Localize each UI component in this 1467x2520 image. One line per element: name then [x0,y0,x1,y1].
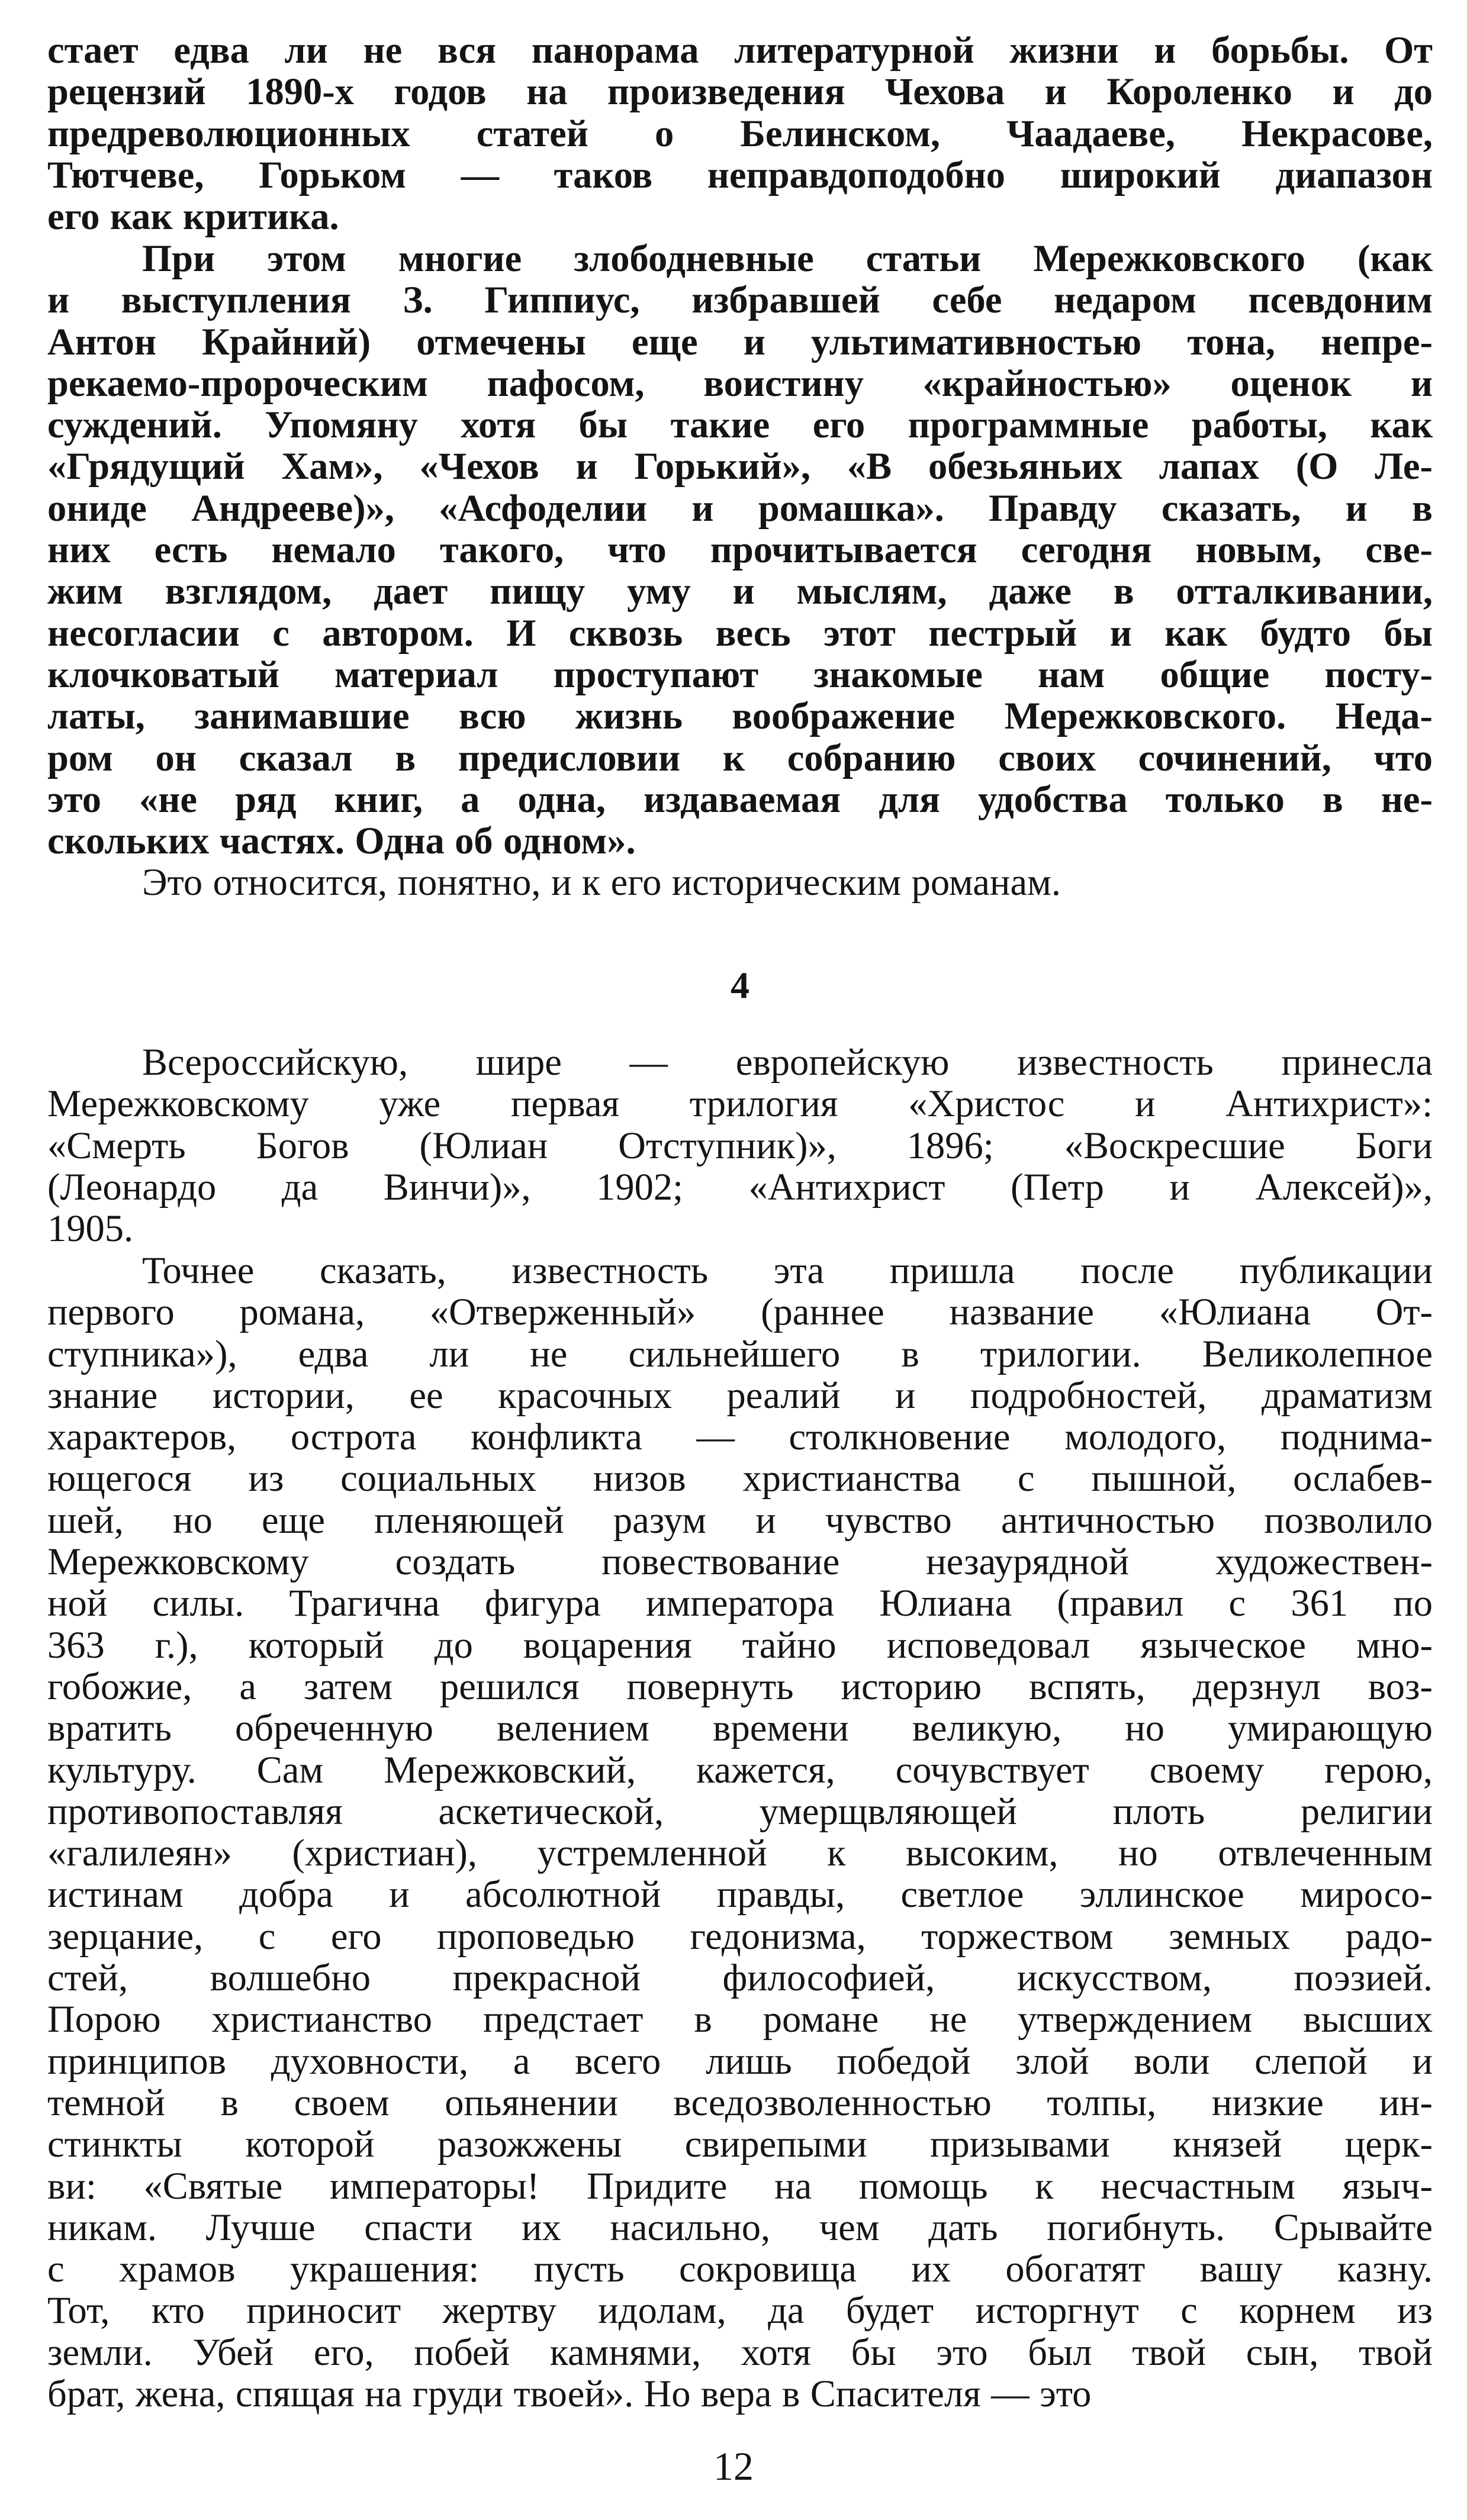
text-line: клочковатый материал проступают знакомые нам общие посту- [47,653,1433,695]
paragraph [47,30,1433,237]
text-line: предреволюционных статей о Белинском, Чаадаеве, Некрасове, [47,112,1433,154]
text-line: ром он сказал в предисловии к собранию своих сочинений, что [47,736,1433,779]
text-line: истинам добра и абсолютной правды, светлое эллинское миросо- [47,1873,1433,1916]
text-line: и выступления З. Гиппиус, избравшей себе недаром псевдоним [47,279,1433,321]
text-line: Это относится, понятно, и к его историческим романам. [142,861,1061,903]
text-line: с храмов украшения: пусть сокровища их обогатят вашу казну. [47,2248,1433,2290]
text-line: Мережковскому уже первая трилогия «Христос и Антихрист»: [47,1082,1433,1125]
text-line: Точнее сказать, известность эта пришла после публикации [142,1249,1433,1291]
text-line: Тот, кто приносит жертву идолам, да будет исторгнут с корнем из [47,2289,1433,2332]
paragraph [47,862,1433,903]
paragraph-trilogy [47,1042,1433,1249]
text-line: первого романа, «Отверженный» (раннее название «Юлиана От- [47,1291,1433,1333]
text-line: рецензий 1890-х годов на произведения Чехова и Короленко и до [47,70,1433,113]
text-line: противопоставляя аскетической, умерщвляющей плоть религии [47,1790,1433,1832]
text-line: ной силы. Трагична фигура императора Юлиана (правил с 361 по [47,1582,1433,1625]
text-line: 1905. [47,1207,134,1250]
paragraph [47,1042,1433,1249]
text-line: шей, но еще пленяющей разум и чувство античностью позволило [47,1499,1433,1541]
text-line: несогласии с автором. И сквозь весь этот пестрый и как будто бы [47,611,1433,654]
text-line: знание истории, ее красочных реалий и подробностей, драматизм [47,1374,1433,1416]
text-line: ющегося из социальных низов христианства с пышной, ослабев- [47,1457,1433,1500]
paragraph-julian [47,1250,1433,2415]
paragraph-critique [47,238,1433,862]
paragraph [47,238,1433,862]
text-line: земли. Убей его, побей камнями, хотя бы это был твой сын, твой [47,2331,1433,2373]
text-line: них есть немало такого, что прочитывается сегодня новым, све- [47,529,1433,571]
text-line: вратить обреченную велением времени великую, но умирающую [47,1707,1433,1749]
page-number: 12 [713,2444,754,2489]
text-line: культуру. Сам Мережковский, кажется, сочувствует своему герою, [47,1748,1433,1791]
text-line: брат, жена, спящая на груди твоей». Но вера в Спасителя — это [47,2373,1092,2415]
text-line: Всероссийскую, шире — европейскую известность принесла [142,1041,1433,1083]
text-line: стинкты которой разожжены свирепыми призывами князей церк- [47,2123,1433,2165]
text-line: рекаемо-пророческим пафосом, воистину «крайностью» оценок и [47,362,1433,404]
text-line: латы, занимавшие всю жизнь воображение Мережковского. Неда- [47,695,1433,737]
text-line: ониде Андрееве)», «Асфоделии и ромашка». Правду сказать, и в [47,486,1433,529]
text-line: 363 г.), который до воцарения тайно исповедовал языческое мно- [47,1623,1433,1666]
text-line: «Смерть Богов (Юлиан Отступник)», 1896; «Воскресшие Боги [47,1124,1433,1166]
text-line: гобожие, а затем решился повернуть историю вспять, дерзнул воз- [47,1665,1433,1707]
text-line: стей, волшебно прекрасной философией, искусством, поэзией. [47,1957,1433,1999]
text-line: характеров, острота конфликта — столкновение молодого, поднима- [47,1416,1433,1458]
text-line: никам. Лучше спасти их насильно, чем дать погибнуть. Срывайте [47,2206,1433,2248]
text-line: Антон Крайний) отмечены еще и ультимативностью тона, непре- [47,320,1433,363]
text-line: это «не ряд книг, а одна, издаваемая для удобства только в не- [47,778,1433,820]
text-line: «галилеян» (христиан), устремленной к высоким, но отвлеченным [47,1832,1433,1874]
text-line: ступника»), едва ли не сильнейшего в трилогии. Великолепное [47,1332,1433,1375]
text-line: зерцание, с его проповедью гедонизма, торжеством земных радо- [47,1915,1433,1957]
text-line: его как критика. [47,195,339,238]
text-line: скольких частях. Одна об одном». [47,820,636,862]
text-line: При этом многие злободневные статьи Мережковского (как [142,237,1433,279]
text-line: Порою христианство предстает в романе не утверждением высших [47,1998,1433,2041]
text-line: жим взглядом, дает пищу уму и мыслям, даже в отталкивании, [47,570,1433,613]
text-line: стает едва ли не вся панорама литературной жизни и борьбы. От [47,29,1433,71]
text-line: (Леонардо да Винчи)», 1902; «Антихрист (Петр и Алексей)», [47,1165,1433,1208]
section-number: 4 [731,964,749,1006]
paragraph [47,1250,1433,2415]
text-line: суждений. Упомяну хотя бы такие его программные работы, как [47,404,1433,446]
text-line: Мережковскому создать повествование незаурядной художествен- [47,1541,1433,1583]
text-line: ви: «Святые императоры! Придите на помощь к несчастным языч- [47,2164,1433,2207]
paragraph-novels [47,862,1433,903]
text-line: Тютчеве, Горьком — таков неправдоподобно широкий диапазон [47,153,1433,196]
text-line: принципов духовности, а всего лишь победой злой воли слепой и [47,2039,1433,2082]
paragraph-continuation [47,30,1433,237]
text-line: темной в своем опьянении вседозволенностью толпы, низкие ин- [47,2081,1433,2123]
text-line: «Грядущий Хам», «Чехов и Горький», «В обезьяньих лапах (О Ле- [47,445,1433,488]
